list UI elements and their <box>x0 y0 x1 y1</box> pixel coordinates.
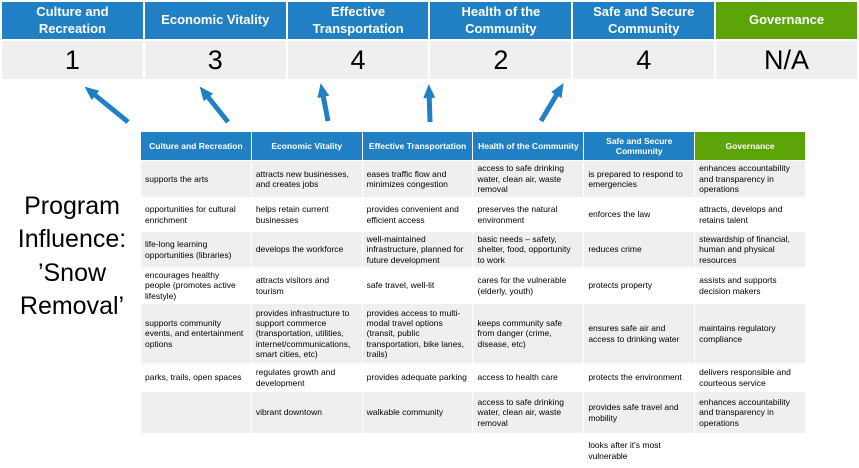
matrix-cell <box>251 434 362 468</box>
matrix-cell: vibrant downtown <box>251 392 362 434</box>
matrix-row <box>141 232 806 268</box>
matrix-header-safe-and-secure-community: Safe and Secure Community <box>584 132 695 161</box>
matrix-cell: delivers responsible and courteous service <box>695 364 806 392</box>
scoreboard-column-culture-and-recreation <box>2 2 143 79</box>
matrix-cell: develops the workforce <box>251 232 362 268</box>
matrix-cell: protects the environment <box>584 364 695 392</box>
matrix-cell <box>473 434 584 468</box>
matrix-cell: preserves the natural environment <box>473 198 584 232</box>
arrow-up-icon <box>204 92 228 122</box>
matrix-cell: well-maintained infrastructure, planned for future development <box>362 232 473 268</box>
matrix-cell: ensures safe air and access to drinking water <box>584 304 695 364</box>
matrix-cell: supports community events, and entertainment options <box>141 304 252 364</box>
matrix-cell: reduces crime <box>584 232 695 268</box>
matrix-cell-highlighted: provides access to multi-modal travel options (transit, public transportation, bike lanes, trails) <box>362 304 473 364</box>
scoreboard-header-effective-transportation: Effective Transportation <box>288 2 429 39</box>
scoreboard-score-governance: N/A <box>716 41 857 79</box>
scoreboard <box>2 2 857 79</box>
matrix-cell <box>362 434 473 468</box>
matrix-cell-highlighted: cares for the vulnerable (elderly, youth) <box>473 268 584 304</box>
matrix-header-governance: Governance <box>695 132 806 161</box>
scoreboard-column-governance <box>716 2 857 79</box>
arrow-up-icon <box>322 90 328 121</box>
matrix-header-row <box>141 132 806 161</box>
matrix-cell: attracts visitors and tourism <box>251 268 362 304</box>
scoreboard-score-effective-transportation: 4 <box>288 41 429 79</box>
scoreboard-score-health-of-the-community: 2 <box>430 41 571 79</box>
influence-matrix <box>140 131 806 468</box>
scoreboard-column-economic-vitality <box>145 2 286 79</box>
matrix-header-effective-transportation: Effective Transportation <box>362 132 473 161</box>
arrow-up-icon <box>90 91 128 122</box>
program-influence-label: Program Influence: ’Snow Removal’ <box>17 192 127 320</box>
matrix-header-economic-vitality: Economic Vitality <box>251 132 362 161</box>
scoreboard-header-governance: Governance <box>716 2 857 39</box>
matrix-cell: access to health care <box>473 364 584 392</box>
matrix-cell-highlighted: safe travel, well-lit <box>362 268 473 304</box>
matrix-cell: enforces the law <box>584 198 695 232</box>
scoreboard-score-safe-and-secure-community: 4 <box>573 41 714 79</box>
matrix-cell: assists and supports decision makers <box>695 268 806 304</box>
matrix-cell-highlighted: basic needs – safety, shelter, food, opportunity to work <box>473 232 584 268</box>
matrix-header-culture-and-recreation: Culture and Recreation <box>141 132 252 161</box>
matrix-cell: opportunities for cultural enrichment <box>141 198 252 232</box>
arrow-up-icon <box>429 91 430 122</box>
matrix-cell-highlighted: provides convenient and efficient access <box>362 198 473 232</box>
matrix-row <box>141 268 806 304</box>
matrix-cell-highlighted: protects property <box>584 268 695 304</box>
scoreboard-header-economic-vitality: Economic Vitality <box>145 2 286 39</box>
scoreboard-header-safe-and-secure-community: Safe and Secure Community <box>573 2 714 39</box>
matrix-cell: provides adequate parking <box>362 364 473 392</box>
matrix-cell: stewardship of financial, human and physical resources <box>695 232 806 268</box>
influence-arrows <box>0 78 859 130</box>
scoreboard-header-health-of-the-community: Health of the Community <box>430 2 571 39</box>
matrix-header-health-of-the-community: Health of the Community <box>473 132 584 161</box>
arrow-up-icon <box>541 89 560 121</box>
scoreboard-header-culture-and-recreation: Culture and Recreation <box>2 2 143 39</box>
matrix-cell-highlighted: parks, trails, open spaces <box>141 364 252 392</box>
matrix-cell-highlighted: provides infrastructure to support commerce (transportation, utilities, internet/communications, smart cities, etc) <box>251 304 362 364</box>
matrix-cell <box>141 434 252 468</box>
matrix-row <box>141 434 806 468</box>
scoreboard-score-culture-and-recreation: 1 <box>2 41 143 79</box>
matrix-cell: encourages healthy people (promotes active lifestyle) <box>141 268 252 304</box>
matrix-cell: access to safe drinking water, clean air, waste removal <box>473 392 584 434</box>
matrix-cell <box>695 434 806 468</box>
matrix-cell: access to safe drinking water, clean air, waste removal <box>473 161 584 198</box>
matrix-cell <box>141 392 252 434</box>
matrix-row <box>141 364 806 392</box>
matrix-cell: life-long learning opportunities (libraries) <box>141 232 252 268</box>
scoreboard-column-safe-and-secure-community <box>573 2 714 79</box>
matrix-cell-highlighted: helps retain current businesses <box>251 198 362 232</box>
matrix-row <box>141 392 806 434</box>
matrix-cell: regulates growth and development <box>251 364 362 392</box>
scoreboard-column-effective-transportation <box>288 2 429 79</box>
matrix-cell: maintains regulatory compliance <box>695 304 806 364</box>
matrix-cell: supports the arts <box>141 161 252 198</box>
matrix-row <box>141 198 806 232</box>
scoreboard-column-health-of-the-community <box>430 2 571 79</box>
scoreboard-score-economic-vitality: 3 <box>145 41 286 79</box>
matrix-cell: attracts, develops and retains talent <box>695 198 806 232</box>
matrix-cell-highlighted: eases traffic flow and minimizes congestion <box>362 161 473 198</box>
matrix-cell-highlighted: keeps community safe from danger (crime, disease, etc) <box>473 304 584 364</box>
matrix-cell-highlighted: looks after it's most vulnerable <box>584 434 695 468</box>
matrix-cell-highlighted: provides safe travel and mobility <box>584 392 695 434</box>
matrix-cell: attracts new businesses, and creates jobs <box>251 161 362 198</box>
matrix-cell: enhances accountability and transparency in operations <box>695 161 806 198</box>
matrix-cell: walkable community <box>362 392 473 434</box>
matrix-row <box>141 304 806 364</box>
matrix-cell: enhances accountability and transparency in operations <box>695 392 806 434</box>
matrix-row <box>141 161 806 198</box>
matrix-cell-highlighted: is prepared to respond to emergencies <box>584 161 695 198</box>
